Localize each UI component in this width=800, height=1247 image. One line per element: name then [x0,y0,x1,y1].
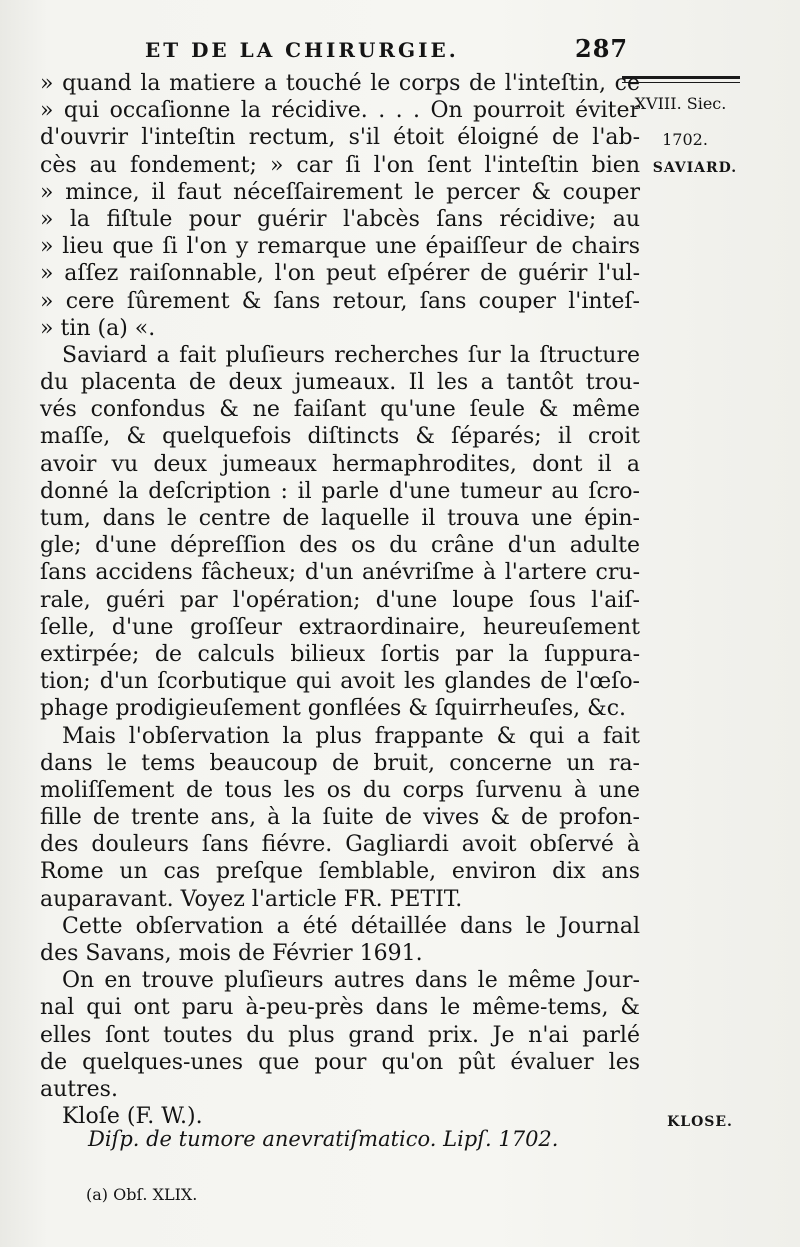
text-line: donné la deſcription : il parle d'une tumeur au ſcro- [40,478,640,504]
text-line: » quand la matiere a touché le corps de l'inteſtin, ce [40,71,640,96]
text-line: » cere ſûrement & ſans retour, ſans couper l'inteſ- [40,288,640,314]
marginal-klose: KLOSE. [667,1114,733,1130]
body-text [40,70,640,1130]
text-line: de quelques-unes que pour qu'on pût évaluer les [40,1049,640,1075]
text-line: auparavant. Voyez l'article FR. PETIT. [40,886,463,912]
text-line: » lieu que ſi l'on y remarque une épaiſſeur de chairs [40,234,640,260]
text-line: rale, guéri par l'opération; d'une loupe ſous l'aiſ- [40,587,640,613]
text-line: tum, dans le centre de laquelle il trouva une épin- [40,506,640,531]
text-line: autres. [40,1076,118,1102]
running-head: ET DE LA CHIRURGIE. [145,38,459,62]
text-line: des Savans, mois de Février 1691. [40,941,423,966]
footnote: (a) Obſ. XLIX. [86,1185,198,1204]
text-line: du placenta de deux jumeaux. Il les a tantôt trou- [40,370,640,396]
text-line: » qui occaſionne la récidive. . . . On pourroit éviter [40,98,640,124]
text-line: moliſſement de tous les os du corps ſurvenu à une [40,777,640,803]
marginal-saviard: SAVIARD. [652,160,738,176]
text-line: On en trouve pluſieurs autres dans le même Jour- [62,968,640,994]
text-line: avoir vu deux jumeaux hermaphrodites, dont il a [40,451,640,477]
text-line: maſſe, & quelquefois diſtincts & ſéparés; il croit [40,424,640,450]
text-line: Saviard a fait pluſieurs recherches ſur la ſtructure [62,342,640,368]
text-line: Mais l'obſervation la plus frappante & qui a fait [62,723,640,749]
text-line: tion; d'un ſcorbutique qui avoit les glandes de l'œſo- [40,669,640,695]
text-line: cès au fondement; » car ſi l'on ſent l'inteſtin bien [40,152,640,178]
bibliography-entry: Diſp. de tumore anevratiſmatico. Lipſ. 1702. [88,1127,559,1151]
text-line: ſans accidens fâcheux; d'un anévriſme à l'artere cru- [40,560,640,586]
text-line: » aſſez raiſonnable, l'on peut eſpérer de guérir l'ul- [40,261,640,287]
text-line: gle; d'une dépreſſion des os du crâne d'un adulte [40,533,640,559]
text-line: Cette obſervation a été détaillée dans le Journal [62,913,640,939]
text-line: Kloſe (F. W.). [62,1104,203,1130]
text-line: elles ſont toutes du plus grand prix. Je n'ai parlé [40,1022,640,1048]
text-line: dans le tems beaucoup de bruit, concerne un ra- [40,750,640,776]
marginal-century: XVIII. Siec. [634,94,727,113]
text-line: phage prodigieuſement gonflées & ſquirrheuſes, &c. [40,696,627,722]
text-line: des douleurs ſans fiévre. Gagliardi avoit obſervé à [40,832,640,858]
text-line: ſelle, d'une groſſeur extraordinaire, heureuſement [40,614,640,640]
text-line: nal qui ont paru à-peu-près dans le même-tems, & [40,995,640,1021]
text-line: Rome un cas preſque ſemblable, environ dix ans [40,859,640,885]
marginal-year: 1702. [662,130,708,149]
page-number: 287 [575,34,629,63]
text-line: extirpée; de calculs bilieux ſortis par la ſuppura- [40,641,640,667]
text-line: vés confondus & ne faiſant qu'une ſeule & même [40,397,640,423]
text-line: d'ouvrir l'inteſtin rectum, s'il étoit éloigné de l'ab- [40,125,640,151]
text-line: » la fiſtule pour guérir l'abcès ſans récidive; au [40,206,640,232]
text-line: » mince, il faut néceſſairement le percer & couper [40,179,640,205]
text-line: » tin (a) «. [40,315,156,341]
text-line: fille de trente ans, à la ſuite de vives & de profon- [40,805,640,831]
